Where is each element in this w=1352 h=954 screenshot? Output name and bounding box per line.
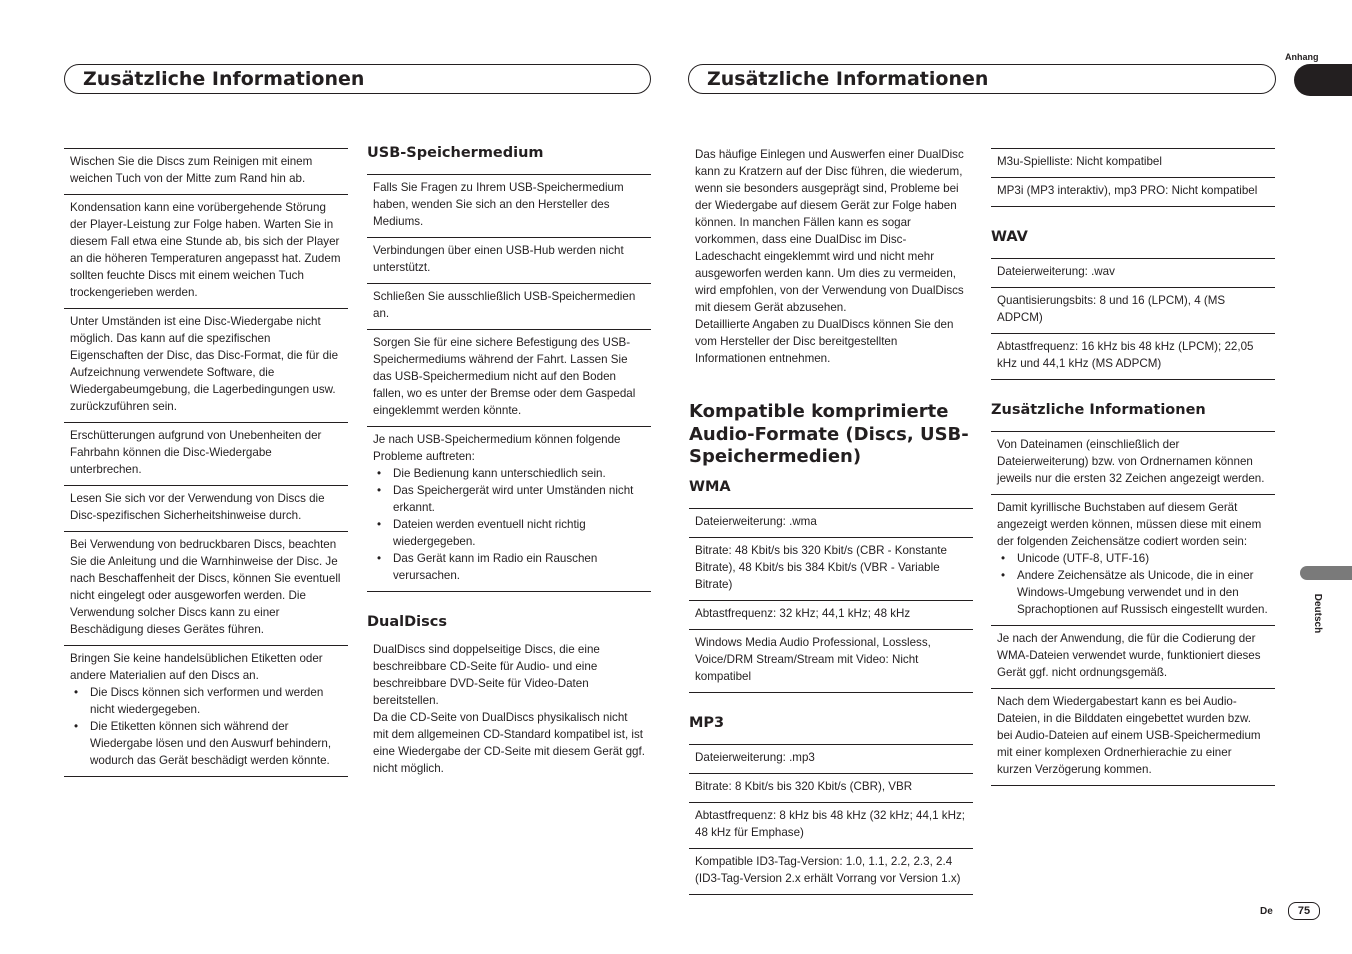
note-box (64, 309, 348, 423)
spec-text: Bitrate: 8 Kbit/s bis 320 Kbit/s (CBR), VBR (695, 779, 913, 793)
spec-text: Quantisierungsbits: 8 und 16 (LPCM), 4 (MS ADPCM) (997, 294, 1226, 324)
section-title-formats: Kompatible komprimierte Audio-Formate (Discs, USB-Speichermedien) (689, 401, 969, 467)
note-text: Sorgen Sie für eine sichere Befestigung des USB-Speichermediums während der Fahrt. Lassen Sie das USB-Speichermedium nicht auf den Boden fallen, wo es unter der Bremse oder dem Gaspedal eingeklemmt werden könnte. (373, 336, 636, 417)
section-title-wma: WMA (689, 478, 731, 495)
note-box (367, 330, 651, 427)
note-text: Nach dem Wiedergabestart kann es bei Audio-Dateien, in die Bilddaten eingebettet wurden bzw. bei Audio-Dateien auf einem USB-Speichermedium mit einer komplexen Ordnerhierachie zu einer kurzen Verzögerung kommen. (997, 695, 1261, 776)
dualdisc-text (367, 641, 651, 777)
bullet-item: • Andere Zeichensätze als Unicode, die in einer Windows-Umgebung verwendet und in den Sprachoptionen auf Russisch eingestellt wurden. (997, 567, 1269, 618)
note-text: Kondensation kann eine vorübergehende Störung der Player-Leistung zur Folge haben. Warten Sie in diesem Fall etwa eine Stunde ab, bis sich der Player an die höheren Temperaturen angepasst hat. Zudem sollten feuchte Discs mit einem weichen Tuch trockengerieben werden. (70, 201, 341, 299)
spec-row (689, 508, 973, 538)
note-text: Damit kyrillische Buchstaben auf diesem Gerät angezeigt werden können, müssen diese mit einem der folgenden Zeichensätze codiert worden sein: (997, 501, 1262, 548)
note-box (367, 238, 651, 284)
bullet-item: • Unicode (UTF-8, UTF-16) (997, 550, 1269, 567)
dualdisc-continued (689, 146, 973, 367)
column-4 (991, 148, 1275, 786)
spec-text: Abtastfrequenz: 16 kHz bis 48 kHz (LPCM); 22,05 kHz und 44,1 kHz (MS ADPCM) (997, 340, 1254, 370)
section-title-mp3: MP3 (689, 714, 725, 731)
header-title: Zusätzliche Informationen (83, 68, 365, 90)
note-box (64, 148, 348, 195)
note-box (367, 427, 651, 592)
note-box (64, 423, 348, 486)
spec-text: Dateierweiterung: .mp3 (695, 750, 815, 764)
spec-row (991, 178, 1275, 207)
note-text: Lesen Sie sich vor der Verwendung von Discs die Disc-spezifischen Sicherheitshinweise durch. (70, 492, 325, 522)
spec-row (689, 538, 973, 601)
bullet-list (997, 550, 1269, 618)
note-box (64, 532, 348, 646)
section-title-dualdiscs: DualDiscs (367, 614, 447, 630)
section-title-usb: USB-Speichermedium (367, 145, 544, 161)
section-title-wav: WAV (991, 229, 1028, 245)
spec-text: Dateierweiterung: .wav (997, 265, 1115, 278)
note-text: Verbindungen über einen USB-Hub werden nicht unterstützt. (373, 244, 624, 274)
spec-text: Kompatible ID3-Tag-Version: 1.0, 1.1, 2.2, 2.3, 2.4 (ID3-Tag-Version 2.x erhält Vorrang vor Version 1.x) (695, 854, 961, 885)
spec-text: MP3i (MP3 interaktiv), mp3 PRO: Nicht kompatibel (997, 184, 1258, 197)
paragraph: Das häufige Einlegen und Auswerfen einer DualDisc kann zu Kratzern auf der Disc führen, die wiederum, wenn sie besonders ausgeprägt sind, Probleme bei der Wiedergabe auf diesem Gerät zur Folge haben können. In manchen Fällen kann es sogar vorkommen, dass eine DualDisc im Disc-Ladeschacht eingeklemmt wird und nicht mehr ausgeworfen werden kann. Um dies zu vermeiden, wird empfohlen, von der Verwendung von DualDiscs mit diesem Gerät abzusehen. (695, 148, 964, 314)
bullet-item: • Dateien werden eventuell nicht richtig wiedergegeben. (373, 516, 645, 550)
note-text: Unter Umständen ist eine Disc-Wiedergabe nicht möglich. Das kann auf die spezifischen Eigenschaften der Disc, das Disc-Format, die für die Aufzeichnung verwendete Software, die Wiedergabeumgebung, die Lagerbedingungen usw. zurückzuführen sein. (70, 315, 339, 413)
note-text: Je nach USB-Speichermedium können folgende Probleme auftreten: (373, 433, 621, 463)
spec-text: Abtastfrequenz: 32 kHz; 44,1 kHz; 48 kHz (695, 606, 911, 620)
note-box (991, 431, 1275, 495)
spec-row (689, 630, 973, 693)
page-lang: De (1260, 906, 1273, 917)
spec-text: M3u-Spielliste: Nicht kompatibel (997, 155, 1162, 168)
column-2 (367, 145, 651, 777)
header-title: Zusätzliche Informationen (707, 68, 989, 90)
bullet-item: • Die Bedienung kann unterschiedlich sein. (373, 465, 645, 482)
language-label: Deutsch (1312, 593, 1324, 634)
note-box (991, 689, 1275, 786)
note-text: Je nach der Anwendung, die für die Codierung der WMA-Dateien verwendet wurde, funktioniert dieses Gerät ggf. nicht ordnungsgemäß. (997, 632, 1261, 679)
note-box (64, 486, 348, 532)
spec-text: Abtastfrequenz: 8 kHz bis 48 kHz (32 kHz; 44,1 kHz; 48 kHz für Emphase) (695, 808, 965, 839)
note-text: Falls Sie Fragen zu Ihrem USB-Speichermedium haben, wenden Sie sich an den Hersteller des Mediums. (373, 181, 624, 228)
spec-row (991, 148, 1275, 178)
spec-text: Bitrate: 48 Kbit/s bis 320 Kbit/s (CBR - Konstante Bitrate), 48 Kbit/s bis 384 Kbit/s (VBR - Variable Bitrate) (695, 543, 947, 591)
note-box (367, 174, 651, 238)
page-header-right (688, 64, 1276, 94)
paragraph: DualDiscs sind doppelseitige Discs, die eine beschreibbare CD-Seite für Audio- und eine beschreibbare DVD-Seite für Video-Daten bereitstellen. (373, 643, 600, 707)
note-text: Wischen Sie die Discs zum Reinigen mit einem weichen Tuch von der Mitte zum Rand hin ab. (70, 155, 313, 185)
paragraph: Da die CD-Seite von DualDiscs physikalisch nicht mit dem allgemeinen CD-Standard kompatibel ist, ist eine Wiedergabe der CD-Seite mit diesem Gerät ggf. nicht möglich. (373, 711, 645, 775)
chapter-tab (1294, 64, 1352, 96)
spec-row (689, 744, 973, 774)
language-tab (1300, 566, 1352, 580)
column-1 (64, 148, 348, 777)
note-box (991, 626, 1275, 689)
note-box (367, 284, 651, 330)
note-box (64, 195, 348, 309)
bullet-item: • Die Discs können sich verformen und werden nicht wiedergegeben. (70, 684, 342, 718)
spec-row (689, 774, 973, 803)
note-text: Bei Verwendung von bedruckbaren Discs, beachten Sie die Anleitung und die Warnhinweise der Disc. Je nach Beschaffenheit der Discs, können Sie eventuell nicht eingelegt oder ausgeworfen werden. Die Verwendung solcher Discs kann zu einer Beschädigung dieses Gerätes führen. (70, 538, 341, 636)
spec-row (991, 334, 1275, 380)
bullet-item: • Die Etiketten können sich während der Wiedergabe lösen und den Auswurf behindern, wodurch das Gerät beschädigt werden könnte. (70, 718, 342, 769)
bullet-list (70, 684, 342, 769)
spec-row (689, 601, 973, 630)
bullet-list (373, 465, 645, 584)
page-number: 75 (1288, 902, 1320, 920)
paragraph: Detaillierte Angaben zu DualDiscs können Sie den vom Hersteller der Disc bereitgestellten Informationen entnehmen. (695, 318, 954, 365)
spec-row (991, 288, 1275, 334)
bullet-item: • Das Gerät kann im Radio ein Rauschen verursachen. (373, 550, 645, 584)
anhang-label: Anhang (1285, 52, 1319, 62)
bullet-item: • Das Speichergerät wird unter Umständen nicht erkannt. (373, 482, 645, 516)
spec-row (991, 258, 1275, 288)
note-text: Von Dateinamen (einschließlich der Dateierweiterung) bzw. von Ordnernamen können jeweils nur die ersten 32 Zeichen angezeigt werden. (997, 438, 1265, 485)
spec-row (689, 849, 973, 895)
page-header-left (64, 64, 651, 94)
spec-text: Windows Media Audio Professional, Lossless, Voice/DRM Stream/Stream mit Video: Nicht kompatibel (695, 635, 931, 683)
spec-row (689, 803, 973, 849)
note-text: Erschütterungen aufgrund von Unebenheiten der Fahrbahn können die Disc-Wiedergabe unterbrechen. (70, 429, 322, 476)
section-title-info: Zusätzliche Informationen (991, 402, 1206, 418)
note-box (991, 495, 1275, 626)
note-text: Bringen Sie keine handelsüblichen Etiketten oder andere Materialien auf den Discs an. (70, 652, 323, 682)
spec-text: Dateierweiterung: .wma (695, 514, 817, 528)
column-3 (689, 146, 973, 895)
note-text: Schließen Sie ausschließlich USB-Speichermedien an. (373, 290, 636, 320)
note-box (64, 646, 348, 777)
